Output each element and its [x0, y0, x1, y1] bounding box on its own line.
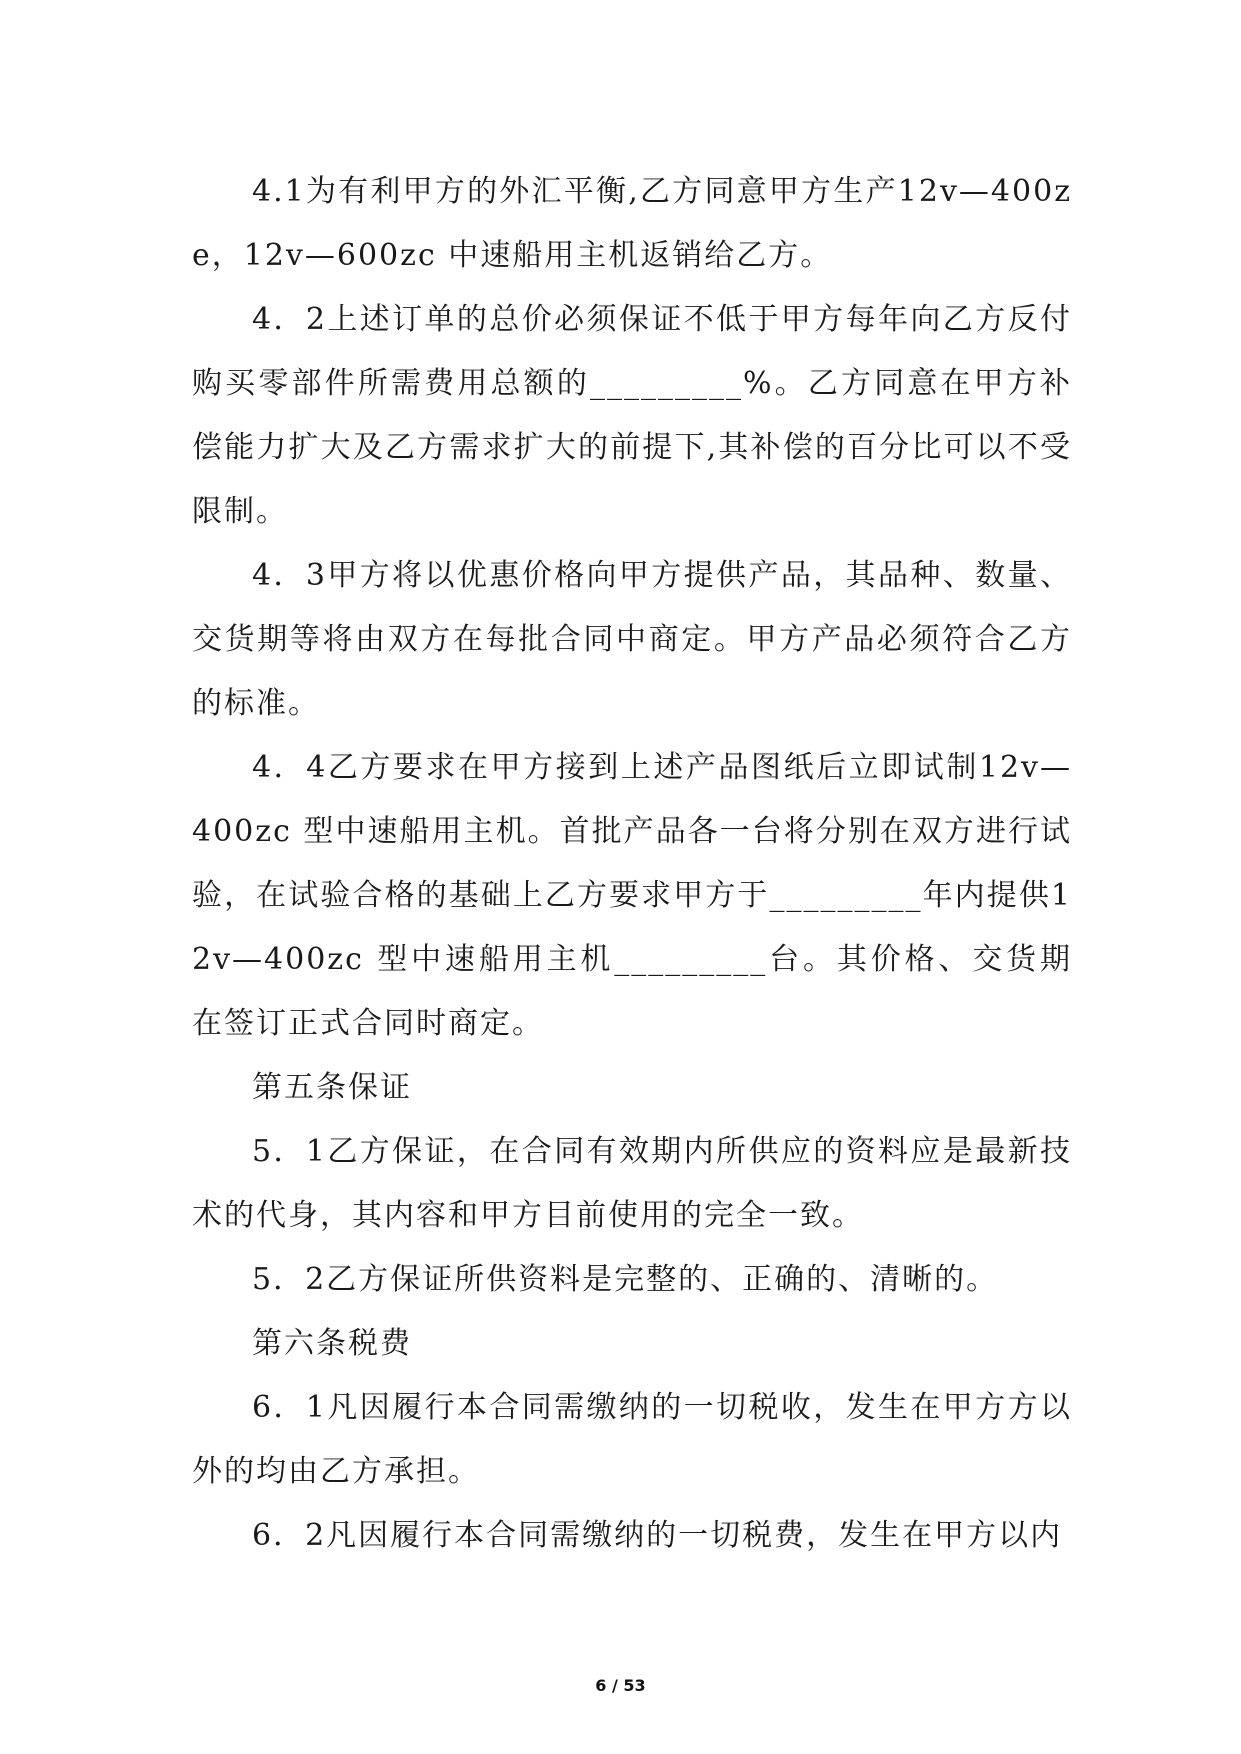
section-heading-5: 第五条保证	[252, 1070, 412, 1105]
paragraph-4-3: 4．3甲方将以优惠价格向甲方提供产品，其品种、数量、交货期等将由双方在每批合同中商定。甲方产品必须符合乙方的标准。	[192, 558, 1072, 721]
paragraph-5-2: 5．2乙方保证所供资料是完整的、正确的、清晰的。	[252, 1262, 999, 1297]
section-heading-6: 第六条税费	[252, 1326, 412, 1361]
paragraph-4-1: 4.1为有利甲方的外汇平衡,乙方同意甲方生产12v—400ze，12v—600zc 中速船用主机返销给乙方。	[192, 174, 1072, 273]
paragraph-6-2: 6．2凡因履行本合同需缴纳的一切税费，发生在甲方以内	[252, 1518, 1063, 1553]
paragraph-4-2: 4．2上述订单的总价必须保证不低于甲方每年向乙方反付购买零部件所需费用总额的_________%。乙方同意在甲方补偿能力扩大及乙方需求扩大的前提下,其补偿的百分比可以不受限制。	[192, 302, 1072, 529]
document-body	[192, 160, 1072, 1568]
page-number: 6 / 53	[595, 1676, 646, 1695]
paragraph-6-1: 6．1凡因履行本合同需缴纳的一切税收，发生在甲方方以外的均由乙方承担。	[192, 1390, 1072, 1489]
paragraph-4-4: 4．4乙方要求在甲方接到上述产品图纸后立即试制12v—400zc 型中速船用主机。首批产品各一台将分别在双方进行试验，在试验合格的基础上乙方要求甲方于_________年内提供12v—400zc 型中速船用主机_________台。其价格、交货期在签订正式合同时商定。	[192, 750, 1072, 1041]
paragraph-5-1: 5．1乙方保证，在合同有效期内所供应的资料应是最新技术的代身，其内容和甲方目前使用的完全一致。	[192, 1134, 1072, 1233]
